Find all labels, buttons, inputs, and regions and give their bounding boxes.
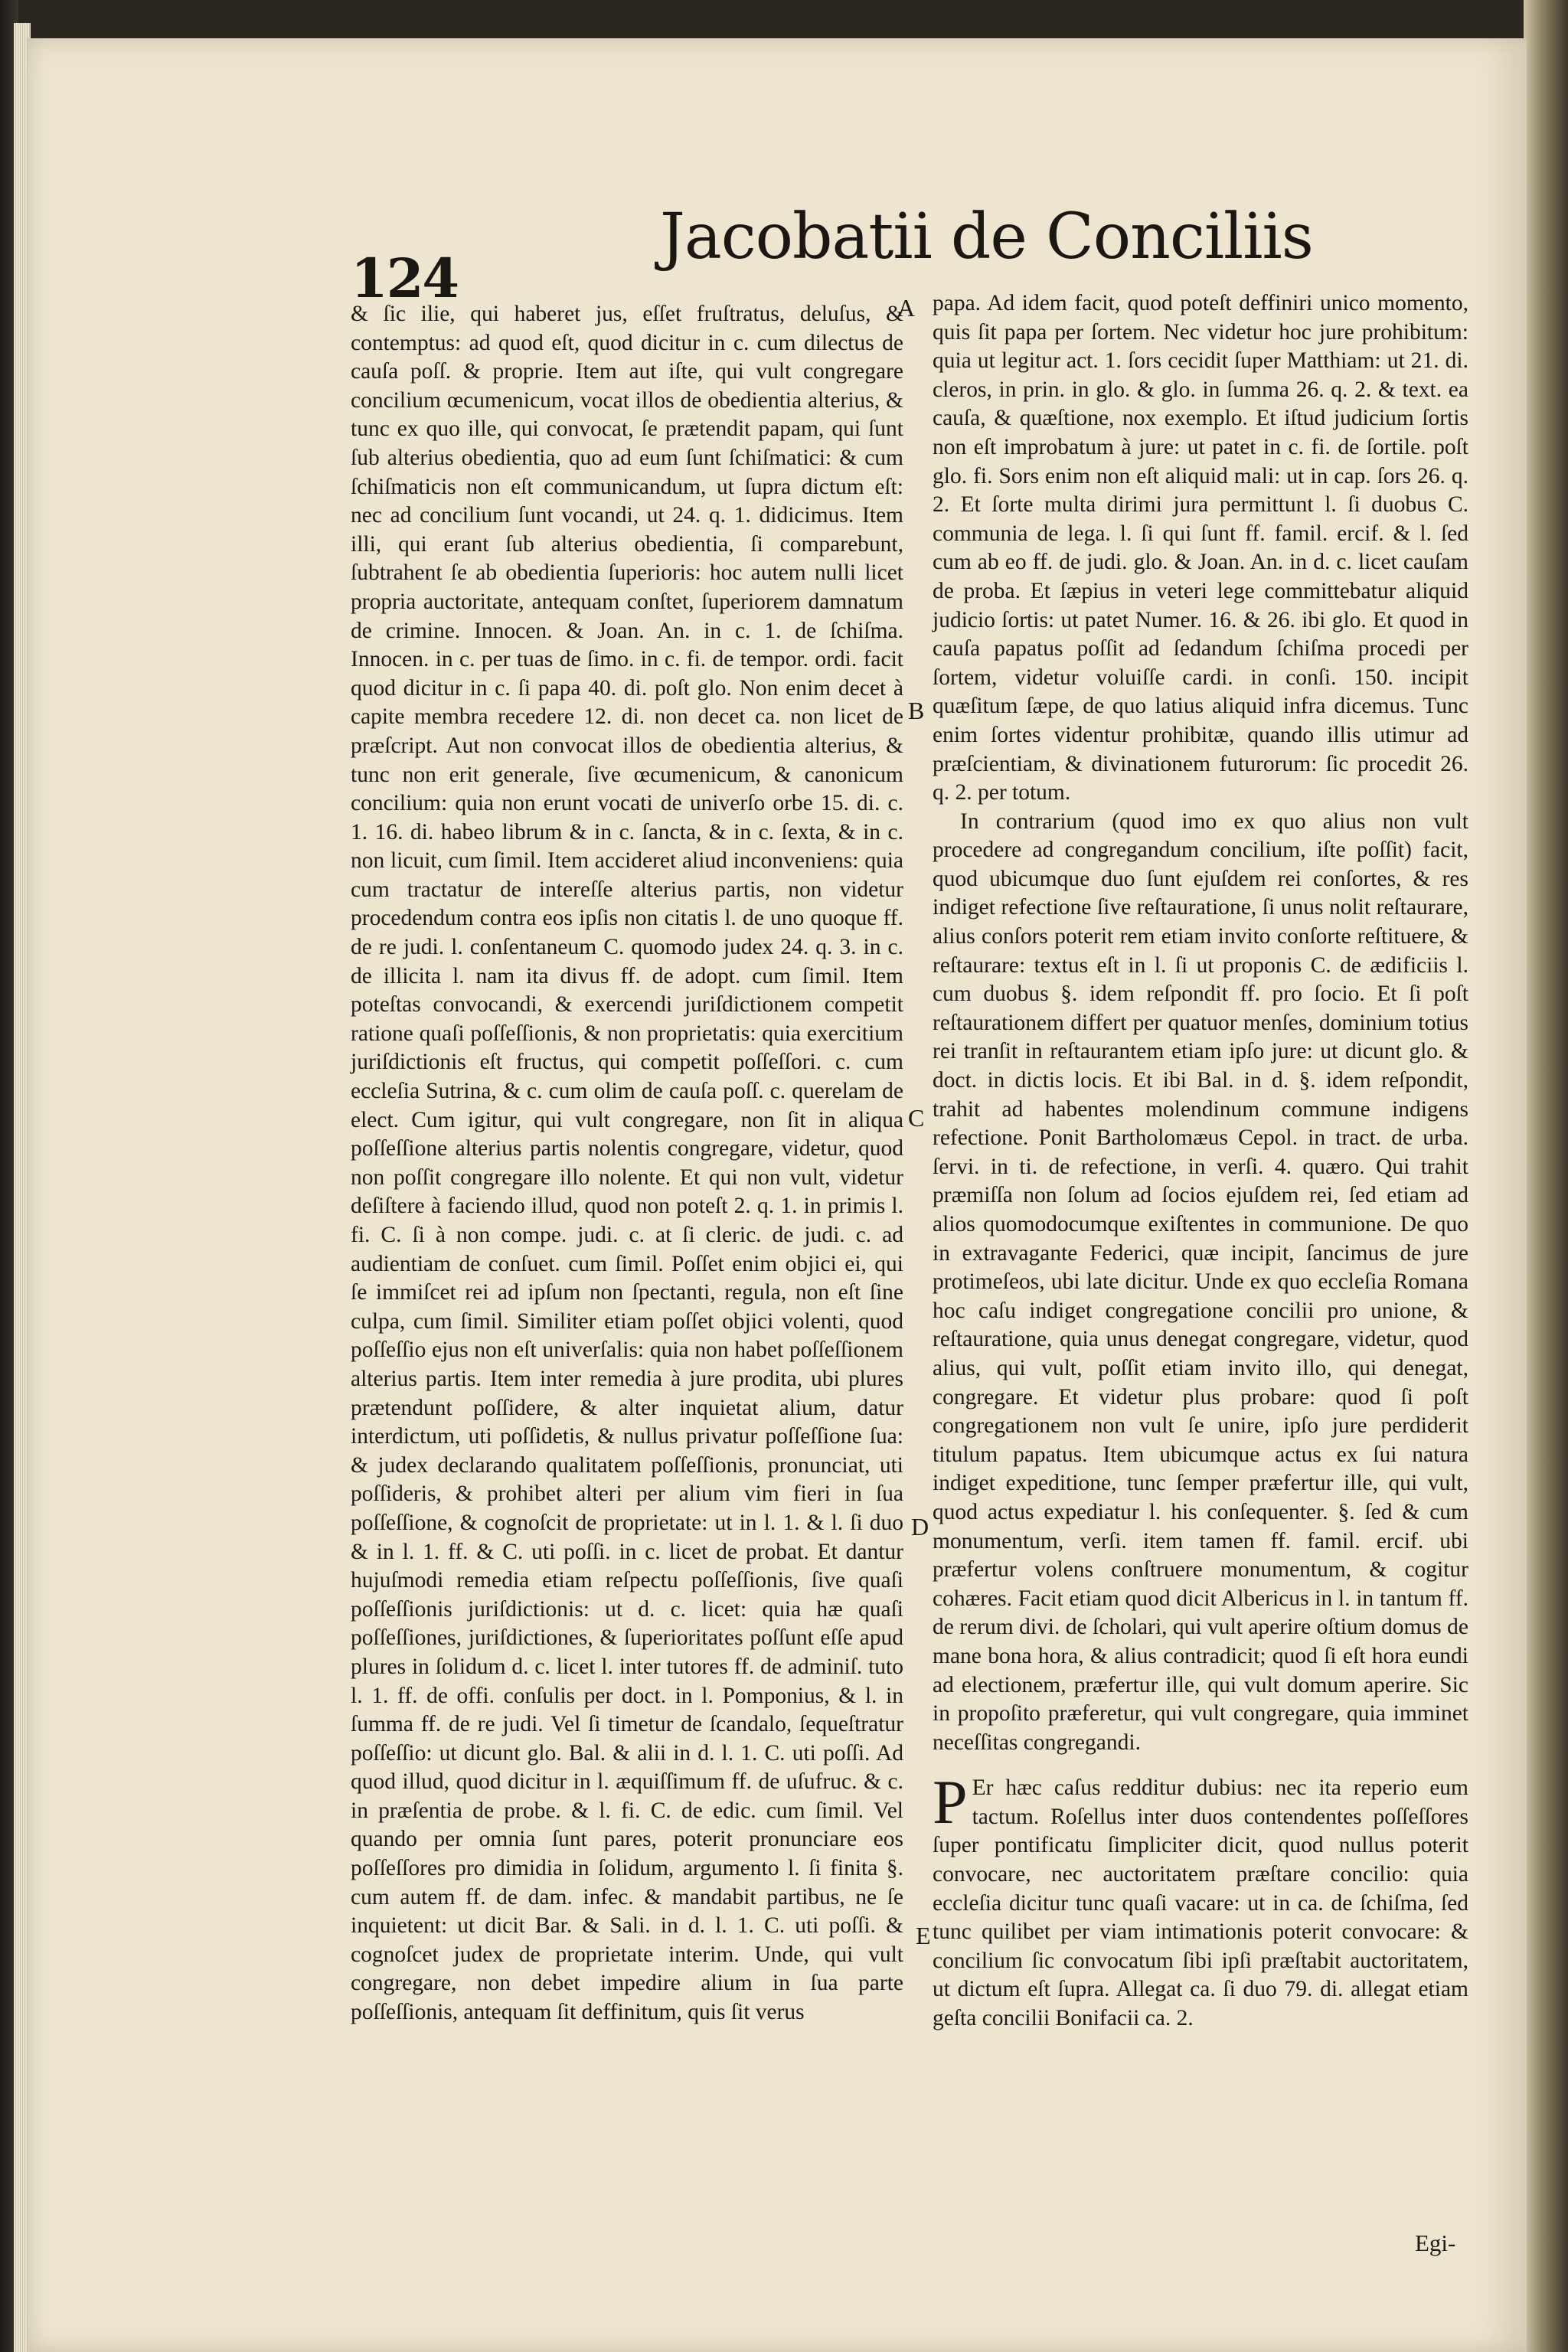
margin-letter-a: A (897, 294, 916, 322)
left-column (351, 300, 903, 2027)
page-number: 124 (351, 247, 459, 310)
right-paragraph-1: papa. Ad idem facit, quod poteſt deffiniri unico momento, quis ſit papa per ſortem. Nec videtur hoc jure prohibitum: quia ut legitur act. 1. ſors cecidit ſuper Matthiam: ut 21. di. cleros, in prin. in glo. & glo. in ſumma 26. q. 2. & text. ea cauſa, & quæſtione, nox exemplo. Et iſtud judicium ſortis non eſt improbatum à jure: ut patet in c. fi. de ſortile. poſt glo. fi. Sors enim non eſt aliquid mali: ut in cap. ſors 26. q. 2. Et ſorte multa dirimi jura permittunt l. ſi duobus C. communia de lega. l. ſi qui ſunt ff. famil. ercif. & l. ſed cum ab eo ff. de judi. glo. & Joan. An. in d. c. licet cauſam de proba. Et ſæpius in veteri lege committebatur aliquid judicio ſortis: ut patet Numer. 16. & 26. ibi glo. Et quod in cauſa papatus poſſit ad ſedandum ſchiſma procedi per ſortem, videtur voluiſſe cardi. in conſi. 150. incipit quæſitum ſæpe, de quo latius aliquid infra dicemus. Tunc enim ſortes videntur prohibitæ, quando illis utimur ad præſcientiam, & divinationem futurorum: ſic procedit 26. q. 2. per totum. (933, 291, 1468, 805)
catchword: Egi- (1415, 2230, 1456, 2256)
book-binding-right (1524, 0, 1568, 2352)
running-title: Jacobatii de Conciliis (660, 201, 1313, 273)
right-paragraph-2: In contrarium (quod imo ex quo alius non vult procedere ad congregandum concilium, iſte poſſit) facit, quod ubicumque duo ſunt ejuſdem rei conſortes, & res indiget refectione ſive reſtauratione, ſi unus nolit reſtaurare, alius conſors poterit rem etiam invito conſorte reſtituere, & reſtaurare: textus eſt in l. ſi ut proponis C. de ædificiis l. cum duobus §. idem reſpondit ff. pro ſocio. Et ſi poſt reſtaurationem differt per quatuor menſes, dominium totius rei tranſit in reſtaurantem etiam ipſo jure: ut dicunt glo. & doct. in dictis locis. Et ibi Bal. in d. §. idem reſpondit, trahit ad habentes molendinum commune indigens refectione. Ponit Bartholomæus Cepol. in tract. de urba. ſervi. in ti. de refectione, in verſi. 4. quæro. Qui trahit præmiſſa non ſolum ad ſocios ejuſdem rei, ſed etiam ad alios quomodocumque exiſtentes in communione. De quo in extravagante Federici, quæ incipit, ſancimus de jure protimeſeos, ubi late dicitur. Unde ex quo eccleſia Romana hoc caſu indiget congregatione concilii pro unione, & reſtauratione, quia unus denegat congregare, videtur, quod alius, qui vult, poſſit etiam invito illo, qui denegat, congregare. Et videtur plus probare: quod ſi poſt congregationem non vult ſe unire, ipſo jure perdiderit titulum papatus. Item ubicumque actus ex ſui natura indiget expeditione, tunc ſemper præfertur ille, qui vult, quod actus expediatur l. his conſequenter. §. ſed & cum monumentum, verſi. item tamen ff. famil. ercif. ubi præfertur volens conſtruere monumentum, & cogitur cohæres. Facit etiam quod dicit Albericus in l. in tantum ff. de rerum divi. de ſcholari, qui vult aperire oſtium domus de mane bona hora, & alius contradicit; quod ſi eſt hora eundi ad electionem, præfertur ille, qui vult domum aperire. Sic in propoſito præferetur, qui vult congregare, quia imminet neceſſitas congregandi. (933, 808, 1468, 1755)
right-paragraph-3: Er hæc caſus redditur dubius: nec ita reperio eum tactum. Roſellus inter duos contendentes poſſeſſores ſuper pontificatu ſimpliciter dicit, quod nullus poterit convocare, nec auctoritatem præſtare concilio: quia eccleſia dicitur tunc quaſi vacare: ut in ca. de ſchiſma, ſed tunc quilibet per viam intimationis poterit convocare: & concilium ſic convocatum ſibi ipſi præſtabit auctoritatem, ut dictum eſt ſupra. Allegat ca. ſi duo 79. di. allegat etiam geſta concilii Bonifacii ca. 2. (933, 1775, 1468, 2031)
margin-letter-b: B (908, 697, 925, 724)
left-column-text: & ſic ilie, qui haberet jus, eſſet fruſtratus, deluſus, & contemptus: ad quod eſt, quod dicitur in c. cum dilectus de cauſa poſſ. & proprie. Item aut iſte, qui vult congregare concilium œcumenicum, vocat illos de obedientia alterius, & tunc ex quo ille, qui convocat, ſe prætendit papam, qui ſunt ſub alterius obedientia, quo ad eum ſunt ſchiſmatici: & cum ſchiſmaticis non eſt communicandum, ut ſupra dictum eſt: nec ad concilium ſunt vocandi, ut 24. q. 1. didicimus. Item illi, qui erant ſub alterius obedientia, ſi comparebunt, ſubtrahent ſe ab obedientia ſuperioris: hoc autem nulli licet propria auctoritate, antequam conſtet, ſuperiorem damnatum de crimine. Innocen. & Joan. An. in c. 1. de ſchiſma. Innocen. in c. per tuas de ſimo. in c. fi. de tempor. ordi. facit quod dicitur in c. ſi papa 40. di. poſt glo. Non enim decet à capite membra recedere 12. di. non decet ca. non licet de præſcript. Aut non convocat illos de obedientia alterius, & tunc non erit generale, ſive œcumenicum, & canonicum concilium: quia non erunt vocati de univerſo orbe 15. di. c. 1. 16. di. habeo librum & in c. ſancta, & in c. ſexta, & in c. non licuit, cum ſimil. Item accideret aliud inconveniens: quia cum tractatur de intereſſe alterius partis, non videtur procedendum contra eos ipſis non citatis l. de uno quoque ff. de re judi. l. conſentaneum C. quomodo judex 24. q. 3. in c. de illicita l. nam ita divus ff. de adopt. cum ſimil. Item poteſtas convocandi, & exercendi juriſdictionem competit ratione quaſi poſſeſſionis, & non proprietatis: quia exercitium juriſdictionis eſt fructus, qui competit poſſeſſori. c. cum eccleſia Sutrina, & c. cum olim de cauſa poſſ. c. querelam de elect. Cum igitur, qui vult congregare, non ſit in aliqua poſſeſſione alterius partis nolentis congregare, videtur, quod non poſſit congregare illo nolente. Et qui non vult, videtur deſiſtere à faciendo illud, quod non poteſt 2. q. 1. in primis l. fi. C. ſi à non compe. judi. c. at ſi cleric. de judi. c. ad audientiam de conſuet. cum ſimil. Poſſet enim objici ei, qui ſe immiſcet rei ad ipſum non ſpectanti, regula, non eſt ſine culpa, cum ſimil. Similiter etiam poſſet objici volenti, quod poſſeſſio ejus non eſt univerſalis: quia non habet poſſeſſionem alterius partis. Item inter remedia à jure prodita, ubi plures prætendunt poſſidere, & alter inquietat alium, datur interdictum, uti poſſidetis, & nullus privatur poſſeſſione ſua: & judex declarando qualitatem poſſeſſionis, pronunciat, uti poſſideris, & prohibet alteri per alium vim fieri in ſua poſſeſſione, & cognoſcit de proprietate: ut in l. 1. & l. ſi duo & in l. 1. ff. & C. uti poſſi. in c. licet de probat. Et dantur hujuſmodi remedia etiam reſpectu poſſeſſionis, ſive quaſi poſſeſſionis juriſdictionis: ut d. c. licet: quia hæ quaſi poſſeſſiones, juriſdictiones, & ſuperioritates poſſunt eſſe apud plures in ſolidum d. c. licet l. inter tutores ff. de adminiſ. tuto l. 1. ff. de offi. conſulis per doct. in l. Pomponius, & l. in ſumma ff. de re judi. Vel ſi timetur de ſcandalo, ſequeſtratur poſſeſſio: ut dicunt glo. Bal. & alii in d. l. 1. C. uti poſſi. Ad quod illud, quod dicitur in l. æquiſſimum ff. de uſufruc. & c. in præſentia de probe. & l. fi. C. de edic. cum ſimil. Vel quando per omnia ſunt pares, poterit pronunciare eos poſſeſſores pro dimidia in ſolidum, argumento l. ſi finita §. cum autem ff. de dam. infec. & mandabit partibus, ne ſe inquietent: ut dicit Bar. & Sali. in d. l. 1. C. uti poſſi. & cognoſcet judex de proprietate interim. Unde, qui vult congregare, non debet impedire alium in ſua parte poſſeſſionis, antequam ſit deffinitum, quis ſit verus (351, 302, 903, 2025)
right-paragraph-3-wrapper (933, 1767, 1468, 2033)
margin-letter-c: C (908, 1104, 925, 1132)
margin-letter-e: E (916, 1922, 931, 1949)
margin-letter-d: D (911, 1513, 929, 1540)
right-column (933, 289, 1468, 2034)
drop-capital: P (933, 1767, 968, 1838)
